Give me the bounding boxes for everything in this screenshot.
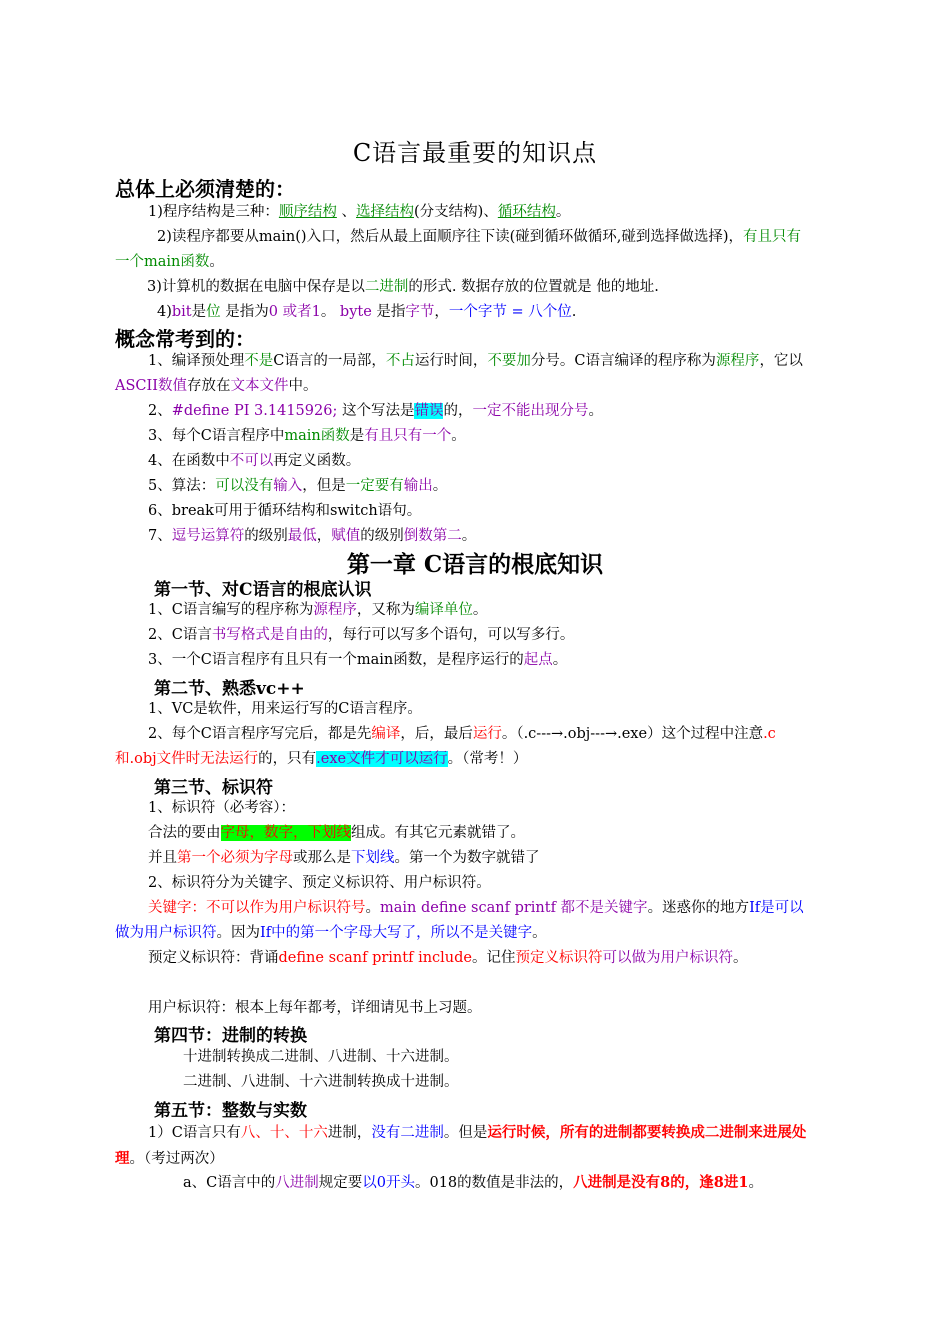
sec1-item-1: 1、C语言编写的程序称为源程序，又称为编译单位。 — [148, 602, 488, 618]
concept-item-5: 5、算法：可以没有输入，但是一定要有输出。 — [148, 478, 448, 494]
sec3-item-4: 2、标识符分为关键字、预定义标识符、用户标识符。 — [148, 875, 491, 891]
section-heading-concepts: 概念常考到的： — [115, 327, 255, 351]
concept-item-2: 2、#define PI 3.1415926; 这个写法是错误的，一定不能出现分号。 — [148, 403, 603, 419]
concept-item-3: 3、每个C语言程序中main函数是有且只有一个。 — [148, 428, 466, 444]
sec3-item-2: 合法的要由字母，数字，下划线组成。有其它元素就错了。 — [148, 825, 525, 841]
chapter-heading: 第一章 C语言的根底知识 — [346, 551, 604, 578]
section-heading-1-4: 第四节：进制的转换 — [154, 1026, 307, 1046]
concept-item-4: 4、在函数中不可以再定义函数。 — [148, 453, 361, 469]
page-title: C语言最重要的知识点 — [352, 139, 598, 167]
section-heading-1-3: 第三节、标识符 — [154, 778, 273, 798]
concept-item-1: 1、编译预处理不是C语言的一局部，不占运行时间，不要加分号。C语言编译的程序称为源程序，它以ASCII数值存放在文本文件中。 — [115, 353, 803, 394]
section-heading-1-2: 第二节、熟悉vc++ — [154, 679, 305, 699]
sec3-item-5: 关键字：不可以作为用户标识符号。main define scanf printf 都不是关键字。迷惑你的地方If是可以做为用户标识符。因为If中的第一个字母大写了，所以不是关键字。 — [115, 900, 804, 941]
sec3-item-6: 预定义标识符：背诵define scanf printf include。记住预定义标识符可以做为用户标识符。 — [148, 950, 748, 966]
sec5-item-1: 1）C语言只有八、十、十六进制，没有二进制。但是运行时候，所有的进制都要转换成二进制来进展处理。（考过两次） — [115, 1124, 807, 1167]
sec4-item-2: 二进制、八进制、十六进制转换成十进制。 — [183, 1074, 459, 1090]
concept-item-6: 6、break可用于循环结构和switch语句。 — [148, 503, 422, 519]
section-heading-1-5: 第五节：整数与实数 — [154, 1101, 307, 1121]
sec5-item-2: a、C语言中的八进制规定要以0开头。018的数值是非法的，八进制是没有8的，逢8进1。 — [183, 1174, 763, 1191]
section-heading-1-1: 第一节、对C语言的根底认识 — [154, 580, 372, 600]
sec4-item-1: 十进制转换成二进制、八进制、十六进制。 — [183, 1049, 459, 1065]
sec3-item-7: 用户标识符：根本上每年都考，详细请见书上习题。 — [148, 1000, 482, 1016]
sec2-item-2: 2、每个C语言程序写完后，都是先编译，后，最后运行。（.c---→.obj---→.exe）这个过程中注意.c和.obj文件时无法运行的，只有.exe文件才可以运行。（常考！） — [115, 726, 776, 767]
overall-item-3: 3)计算机的数据在电脑中保存是以二进制的形式. 数据存放的位置就是 他的地址. — [147, 279, 659, 295]
sec3-item-3: 并且第一个必须为字母或那么是下划线。第一个为数字就错了 — [148, 850, 540, 866]
sec2-item-1: 1、VC是软件，用来运行写的C语言程序。 — [148, 701, 422, 717]
concept-item-7: 7、逗号运算符的级别最低，赋值的级别倒数第二。 — [148, 528, 477, 544]
sec1-item-2: 2、C语言书写格式是自由的，每行可以写多个语句，可以写多行。 — [148, 627, 575, 643]
sec3-item-1: 1、标识符（必考容）： — [148, 800, 295, 816]
overall-item-2: 2)读程序都要从main()入口，然后从最上面顺序往下读(碰到循环做循环,碰到选择做选择)，有且只有一个main函数。 — [115, 229, 801, 270]
overall-item-1: 1)程序结构是三种：顺序结构 、选择结构(分支结构)、循环结构。 — [148, 204, 571, 220]
sec1-item-3: 3、一个C语言程序有且只有一个main函数，是程序运行的起点。 — [148, 652, 568, 668]
overall-item-4: 4)bit是位 是指为0 或者1。 byte 是指字节，一个字节 = 八个位. — [157, 304, 577, 320]
section-heading-overall: 总体上必须清楚的： — [115, 177, 295, 201]
